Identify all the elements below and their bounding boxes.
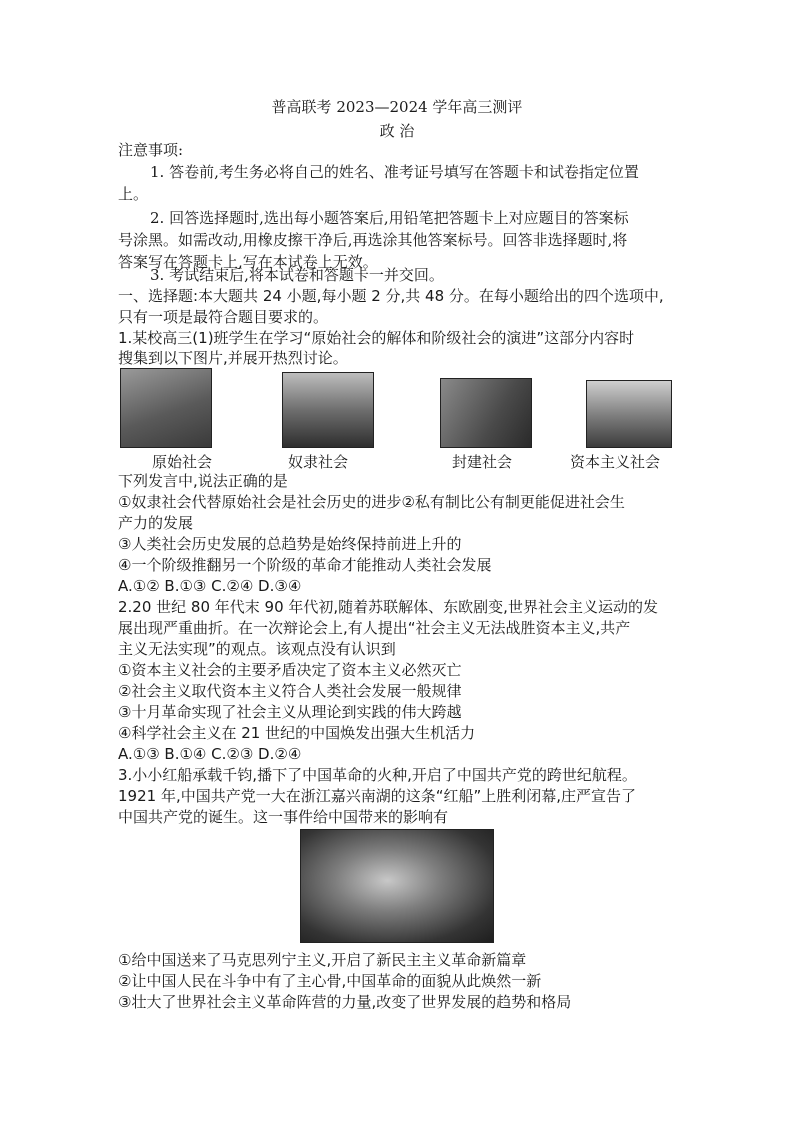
capitalist-society-image [586, 380, 672, 448]
question-1-stem: 1.某校高三(1)班学生在学习“原始社会的解体和阶级社会的演进”这部分内容时 [118, 329, 635, 347]
question-3-option-3: ③壮大了世界社会主义革命阵营的力量,改变了世界发展的趋势和格局 [118, 993, 572, 1011]
notice-item-1: 1. 答卷前,考生务必将自己的姓名、准考证号填写在答题卡和试卷指定位置 [150, 163, 639, 181]
notice-item-2: 2. 回答选择题时,选出每小题答案后,用铅笔把答题卡上对应题目的答案标 [150, 209, 629, 227]
question-1-option-4: ④一个阶级推翻另一个阶级的革命才能推动人类社会发展 [118, 556, 492, 574]
exam-title: 普高联考 2023—2024 学年高三测评 [271, 98, 523, 116]
subject-title: 政 治 [379, 122, 415, 140]
question-2-option-1: ①资本主义社会的主要矛盾决定了资本主义必然灭亡 [118, 661, 462, 679]
question-3-stem-cont2: 中国共产党的诞生。这一事件给中国带来的影响有 [118, 808, 449, 826]
notice-item-2-cont2: 答案写在答题卡上,写在本试卷上无效。 [118, 253, 378, 271]
question-2-stem-cont2: 主义无法实现”的观点。该观点没有认识到 [118, 640, 396, 658]
caption-primitive-society: 原始社会 [152, 453, 213, 471]
question-1-prompt: 下列发言中,说法正确的是 [118, 472, 288, 490]
question-3-stem-cont: 1921 年,中国共产党一大在浙江嘉兴南湖的这条“红船”上胜利闭幕,庄严宣告了 [118, 787, 637, 805]
primitive-society-image [120, 368, 212, 448]
red-boat-image [300, 829, 494, 943]
question-1-option-1-cont: 产力的发展 [118, 514, 194, 532]
question-1-stem-cont: 搜集到以下图片,并展开热烈讨论。 [118, 349, 348, 367]
question-1-answers: A.①② B.①③ C.②④ D.③④ [118, 577, 302, 595]
question-2-stem-cont: 展出现严重曲折。在一次辩论会上,有人提出“社会主义无法战胜资本主义,共产 [118, 619, 631, 637]
question-2-option-4: ④科学社会主义在 21 世纪的中国焕发出强大生机活力 [118, 724, 476, 742]
question-1-option-1: ①奴隶社会代替原始社会是社会历史的进步②私有制比公有制更能促进社会生 [118, 493, 625, 511]
slave-society-image [282, 372, 374, 448]
feudal-society-image [440, 378, 532, 448]
section-heading: 一、选择题:本大题共 24 小题,每小题 2 分,共 48 分。在每小题给出的四个选项中, [118, 287, 664, 305]
question-2-answers: A.①③ B.①④ C.②③ D.②④ [118, 745, 302, 763]
caption-slave-society: 奴隶社会 [288, 453, 349, 471]
notice-item-3: 3. 考试结束后,将本试卷和答题卡一并交回。 [150, 266, 444, 284]
section-heading-cont: 只有一项是最符合题目要求的。 [118, 308, 329, 326]
question-3-option-2: ②让中国人民在斗争中有了主心骨,中国革命的面貌从此焕然一新 [118, 972, 542, 990]
notice-item-2-cont: 号涂黑。如需改动,用橡皮擦干净后,再选涂其他答案标号。回答非选择题时,将 [118, 231, 628, 249]
question-2-option-3: ③十月革命实现了社会主义从理论到实践的伟大跨越 [118, 703, 462, 721]
question-3-stem: 3.小小红船承载千钧,播下了中国革命的火种,开启了中国共产党的跨世纪航程。 [118, 766, 637, 784]
caption-feudal-society: 封建社会 [452, 453, 513, 471]
question-1-option-3: ③人类社会历史发展的总趋势是始终保持前进上升的 [118, 535, 462, 553]
question-2-stem: 2.20 世纪 80 年代末 90 年代初,随着苏联解体、东欧剧变,世界社会主义运动的发 [118, 598, 658, 616]
notice-heading: 注意事项: [118, 141, 184, 159]
notice-item-1-cont: 上。 [118, 185, 149, 203]
caption-capitalist-society: 资本主义社会 [570, 453, 661, 471]
question-2-option-2: ②社会主义取代资本主义符合人类社会发展一般规律 [118, 682, 462, 700]
question-3-option-1: ①给中国送来了马克思列宁主义,开启了新民主主义革命新篇章 [118, 951, 527, 969]
